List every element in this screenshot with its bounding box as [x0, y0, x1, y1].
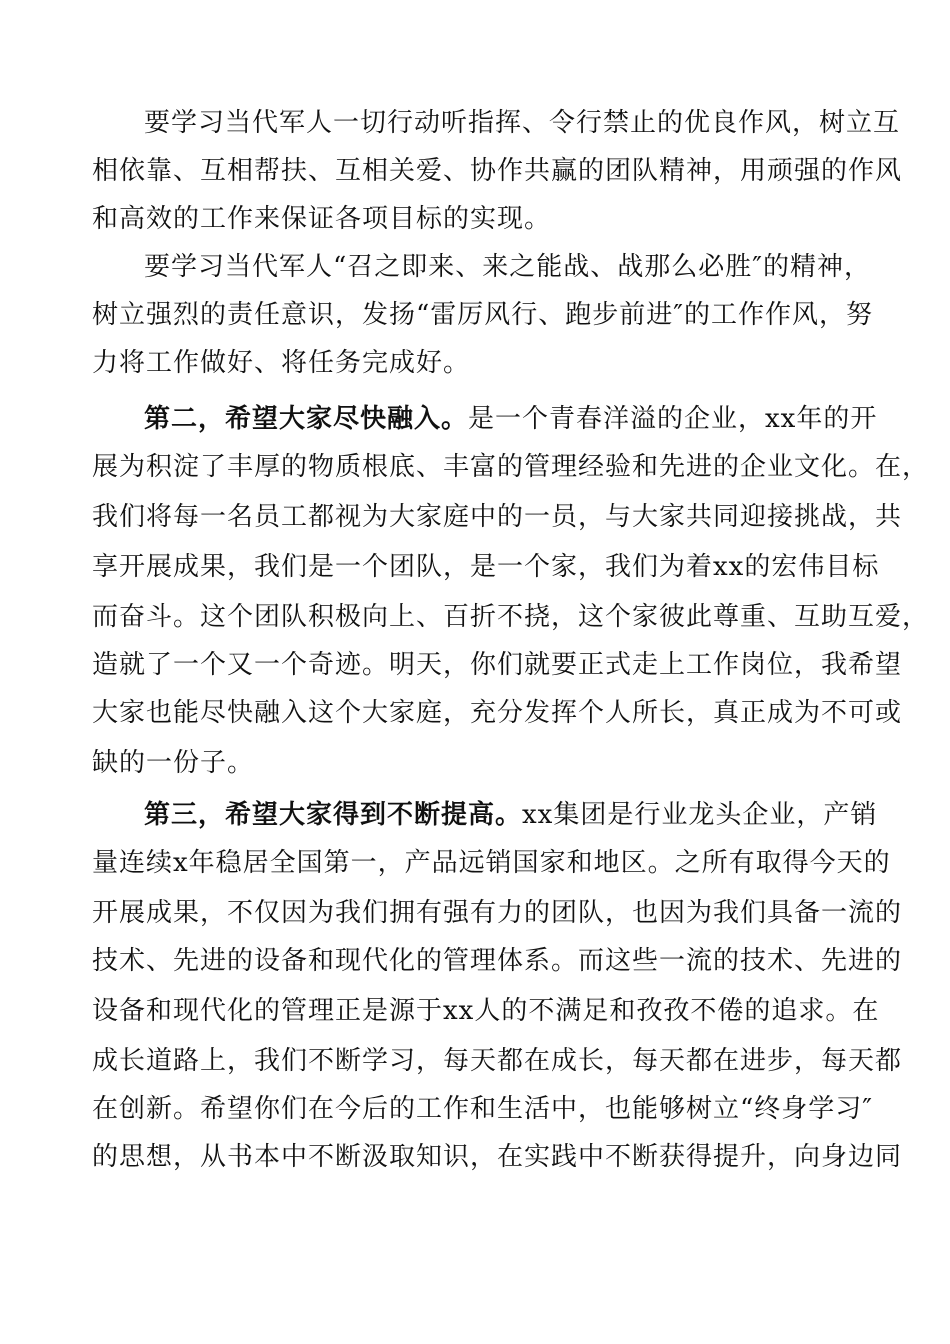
paragraph-text: xx集团是行业龙头企业，产销 [522, 800, 878, 830]
section-heading: 第三，希望大家得到不断提高。 [144, 800, 523, 830]
paragraph-line: 大家也能尽快融入这个大家庭，充分发挥个人所长，真正成为不可或 [92, 698, 903, 728]
paragraph-line: 技术、先进的设备和现代化的管理体系。而这些一流的技术、先进的 [92, 946, 903, 976]
paragraph-line: 开展成果，不仅因为我们拥有强有力的团队，也因为我们具备一流的 [92, 898, 903, 928]
paragraph-line: 缺的一份子。 [92, 748, 255, 778]
paragraph-line: 要学习当代军人一切行动听指挥、令行禁止的优良作风，树立互 [144, 108, 901, 138]
paragraph-line: 的思想，从书本中不断汲取知识，在实践中不断获得提升，向身边同 [92, 1142, 903, 1172]
paragraph-line: 相依靠、互相帮扶、互相关爱、协作共赢的团队精神，用顽强的作风 [92, 156, 903, 186]
paragraph-line: 量连续x年稳居全国第一，产品远销国家和地区。之所有取得今天的 [92, 848, 891, 878]
paragraph-line: 设备和现代化的管理正是源于xx人的不满足和孜孜不倦的追求。在 [92, 996, 880, 1026]
paragraph-line [144, 399, 877, 439]
paragraph-line: 树立强烈的责任意识，发扬“雷厉风行、跑步前进″的工作作风，努 [92, 300, 874, 330]
paragraph-line: 享开展成果，我们是一个团队，是一个家，我们为着xx的宏伟目标 [92, 552, 880, 582]
paragraph-line: 力将工作做好、将任务完成好。 [92, 348, 471, 378]
paragraph-text: 是一个青春洋溢的企业，xx年的开 [468, 404, 878, 434]
paragraph-line: 成长道路上，我们不断学习，每天都在成长，每天都在进步，每天都 [92, 1046, 903, 1076]
paragraph-line: 在创新。希望你们在今后的工作和生活中，也能够树立“终身学习″ [92, 1094, 874, 1124]
section-heading: 第二，希望大家尽快融入。 [144, 404, 469, 434]
paragraph-line: 造就了一个又一个奇迹。明天，你们就要正式走上工作岗位，我希望 [92, 650, 903, 680]
paragraph-line: 而奋斗。这个团队积极向上、百折不挠，这个家彼此尊重、互助互爱， [92, 602, 930, 632]
paragraph-line [144, 795, 877, 835]
paragraph-line: 和高效的工作来保证各项目标的实现。 [92, 204, 552, 234]
paragraph-line: 展为积淀了丰厚的物质根底、丰富的管理经验和先进的企业文化。在， [92, 452, 930, 482]
paragraph-line: 我们将每一名员工都视为大家庭中的一员，与大家共同迎接挑战，共 [92, 502, 903, 532]
paragraph-line: 要学习当代军人“召之即来、来之能战、战那么必胜″的精神， [144, 252, 872, 282]
